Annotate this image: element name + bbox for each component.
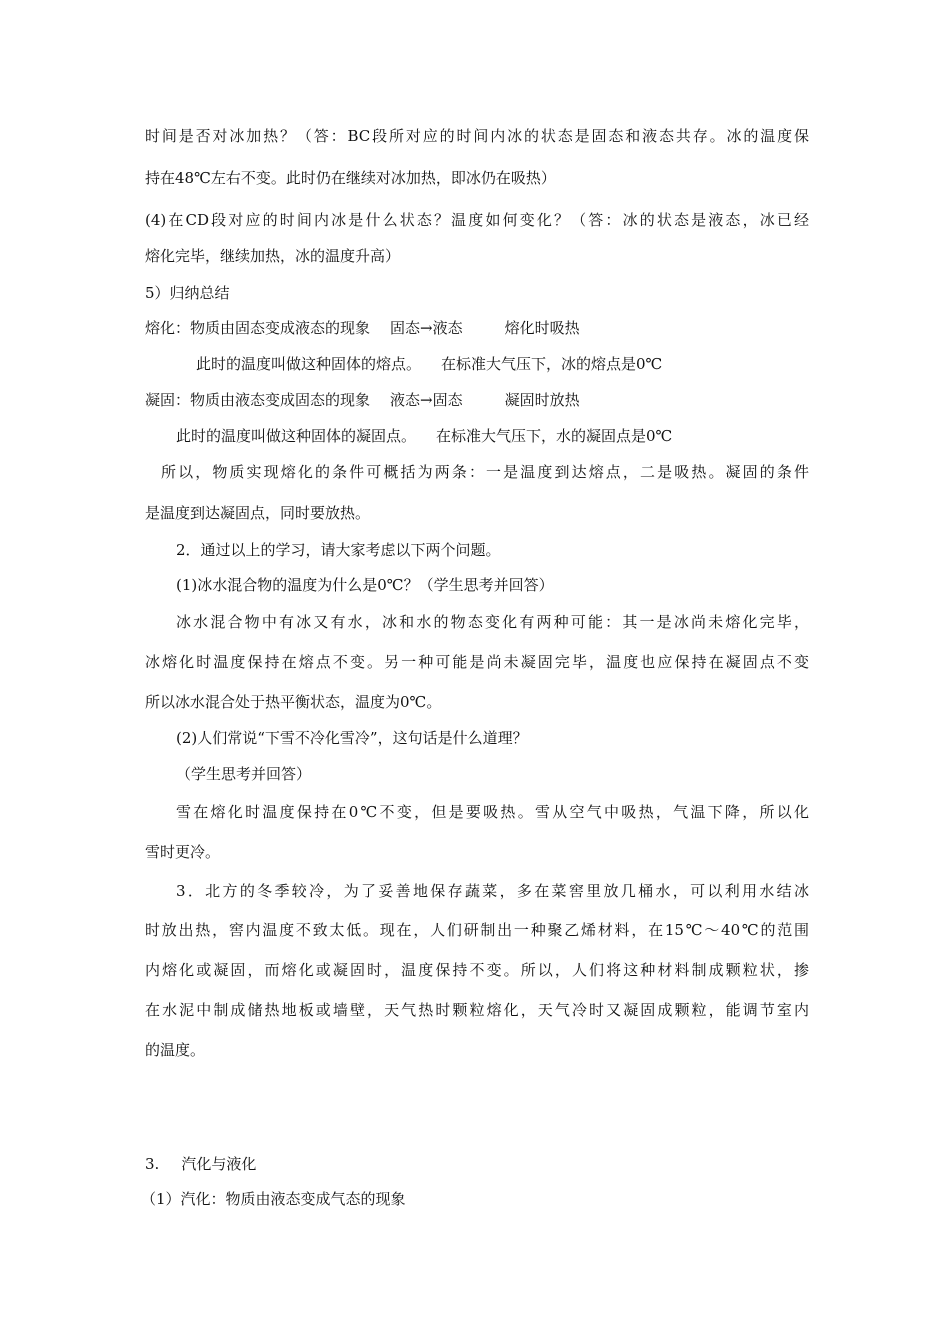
text-line: 所以，物质实现熔化的条件可概括为两条：一是温度到达熔点，二是吸热。凝固的条件	[161, 463, 809, 481]
section-heading: 5）归纳总结	[145, 284, 230, 302]
text-line: 冰水混合物中有冰又有水，冰和水的物态变化有两种可能：其一是冰尚未熔化完毕，	[176, 613, 809, 631]
text-line: 持在48℃左右不变。此时仍在继续对冰加热，即冰仍在吸热）	[145, 169, 556, 187]
melting-state-change: 固态→液态	[390, 319, 463, 337]
ice-melting-point: 在标准大气压下，冰的熔点是0℃	[441, 355, 663, 373]
text-line: 3．北方的冬季较冷，为了妥善地保存蔬菜，多在菜窖里放几桶水，可以利用水结冰	[176, 882, 809, 900]
text-line: 的温度。	[145, 1041, 206, 1059]
text-line: (4)在CD段对应的时间内冰是什么状态？温度如何变化？（答：冰的状态是液态，冰已经	[145, 211, 809, 229]
text-line: 所以冰水混合处于热平衡状态，温度为0℃。	[145, 693, 442, 711]
text-line: 雪在熔化时温度保持在0℃不变，但是要吸热。雪从空气中吸热，气温下降，所以化	[176, 803, 809, 821]
melting-definition: 熔化：物质由固态变成液态的现象	[145, 319, 371, 337]
section-title: 汽化与液化	[181, 1155, 257, 1173]
text-line: 在水泥中制成储热地板或墙壁，天气热时颗粒熔化，天气冷时又凝固成颗粒，能调节室内	[145, 1001, 809, 1019]
freezing-heat: 凝固时放热	[504, 391, 580, 409]
text-line: 雪时更冷。	[145, 843, 221, 861]
text-line: 冰熔化时温度保持在熔点不变。另一种可能是尚未凝固完毕，温度也应保持在凝固点不变	[145, 653, 809, 671]
text-line: 时间是否对冰加热？（答：BC段所对应的时间内冰的状态是固态和液态共存。冰的温度保	[145, 127, 809, 145]
freezing-point-text: 此时的温度叫做这种固体的凝固点。	[176, 427, 417, 445]
text-line: 2．通过以上的学习，请大家考虑以下两个问题。	[176, 541, 501, 559]
text-line: 熔化完毕，继续加热，冰的温度升高）	[145, 247, 401, 265]
text-line: （学生思考并回答）	[176, 765, 312, 783]
text-line: 时放出热，窖内温度不致太低。现在，人们研制出一种聚乙烯材料，在15℃～40℃的范围	[145, 921, 809, 939]
definition-line	[196, 354, 662, 374]
definition-line: （1）汽化：物质由液态变成气态的现象	[141, 1190, 406, 1208]
water-freezing-point: 在标准大气压下，水的凝固点是0℃	[436, 427, 673, 445]
definition-line	[176, 426, 672, 446]
definition-line	[145, 390, 580, 410]
freezing-state-change: 液态→固态	[390, 391, 463, 409]
melting-point-text: 此时的温度叫做这种固体的熔点。	[196, 355, 422, 373]
text-line: 内熔化或凝固，而熔化或凝固时，温度保持不变。所以，人们将这种材料制成颗粒状，掺	[145, 961, 809, 979]
question-line: (2)人们常说“下雪不冷化雪冷”，这句话是什么道理？	[176, 729, 528, 747]
freezing-definition: 凝固：物质由液态变成固态的现象	[145, 391, 371, 409]
text-line: 是温度到达凝固点，同时要放热。	[145, 504, 371, 522]
section-number: 3.	[145, 1155, 160, 1173]
section-heading	[145, 1154, 256, 1174]
definition-line	[145, 318, 580, 338]
melting-heat: 熔化时吸热	[504, 319, 580, 337]
question-line: (1)冰水混合物的温度为什么是0℃？（学生思考并回答）	[176, 576, 554, 594]
